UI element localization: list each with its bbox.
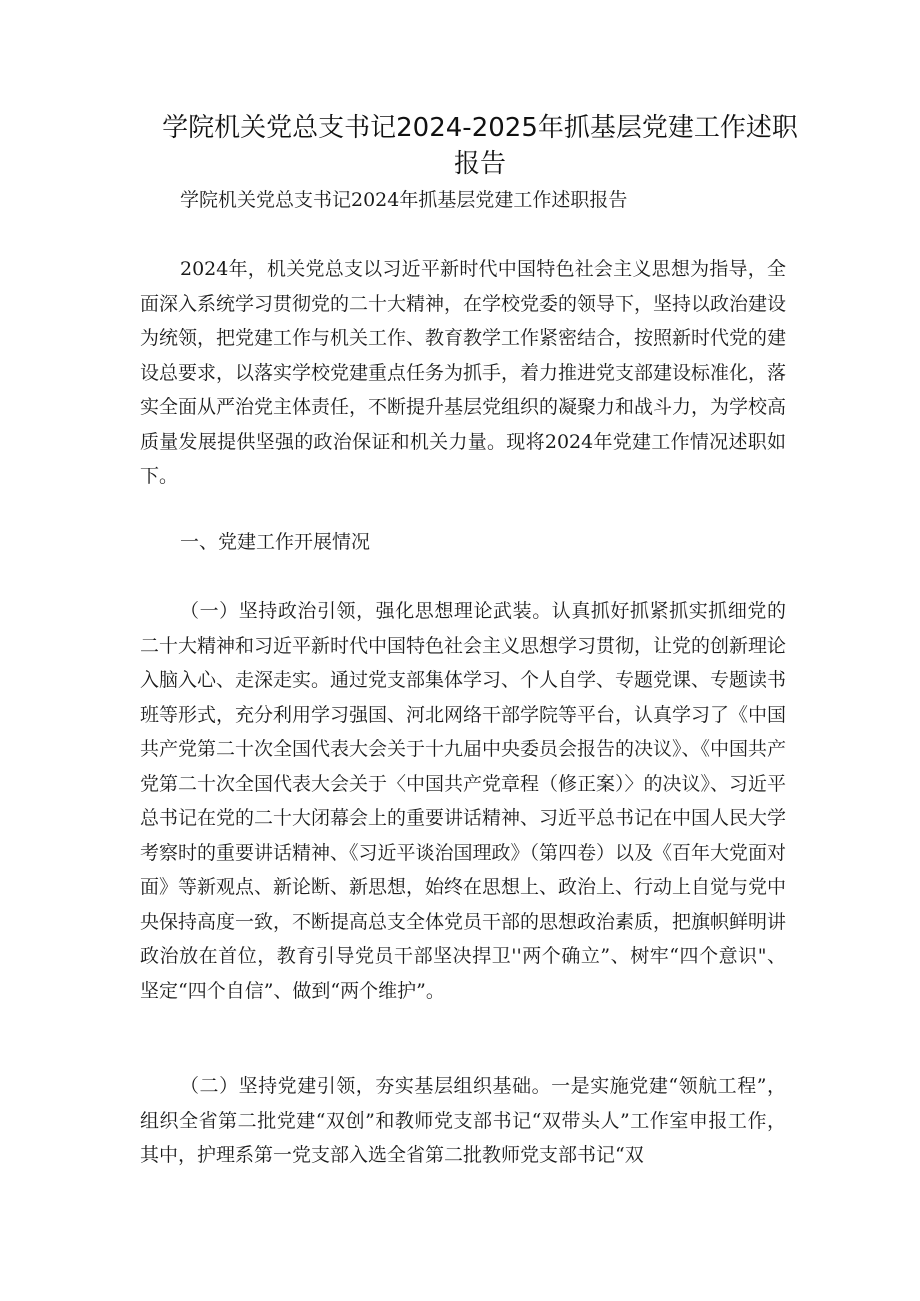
paragraph-item-one: （一）坚持政治引领，强化思想理论武装。认真抓好抓紧抓实抓细党的二十大精神和习近平新时代中国特色社会主义思想学习贯彻，让党的创新理论入脑入心、走深走实。通过党支部集体学习、个人自学、专题党课、专题读书班等形式，充分利用学习强国、河北网络干部学院等平台，认真学习了《中国共产党第二十次全国代表大会关于十九届中央委员会报告的决议》、《中国共产党第二十次全国代表大会关于〈中国共产党章程（修正案）〉的决议》、习近平总书记在党的二十大闭幕会上的重要讲话精神、习近平总书记在中国人民大学考察时的重要讲话精神、《习近平谈治国理政》（第四卷）以及《百年大党面对面》等新观点、新论断、新思想，始终在思想上、政治上、行动上自觉与党中央保持高度一致，不断提高总支全体党员干部的思想政治素质，把旗帜鲜明讲政治放在首位，教育引导党员干部坚决捍卫''两个确立”、树牢“四个意识"、坚定“四个自信”、做到“两个维护”。 bbox=[140, 600, 787, 1002]
paragraph-item-two: （二）坚持党建引领，夯实基层组织基础。一是实施党建“领航工程”，组织全省第二批党建“双创”和教师党支部书记“双带头人”工作室申报工作，其中，护理系第一党支部入选全省第二批教师党支部书记“双 bbox=[140, 1075, 786, 1166]
section-heading: 一、党建工作开展情况 bbox=[180, 531, 371, 553]
document-title: 学院机关党总支书记2024-2025年抓基层党建工作述职报告 bbox=[162, 113, 798, 179]
document-subtitle: 学院机关党总支书记2024年抓基层党建工作述职报告 bbox=[180, 189, 628, 211]
intro-paragraph: 2024年，机关党总支以习近平新时代中国特色社会主义思想为指导，全面深入系统学习贯彻党的二十大精神，在学校党委的领导下，坚持以政治建设为统领，把党建工作与机关工作、教育教学工作紧密结合，按照新时代党的建设总要求，以落实学校党建重点任务为抓手，着力推进党支部建设标准化，落实全面从严治党主体责任，不断提升基层党组织的凝聚力和战斗力，为学校高质量发展提供坚强的政治保证和机关力量。现将2024年党建工作情况述职如下。 bbox=[140, 258, 787, 487]
